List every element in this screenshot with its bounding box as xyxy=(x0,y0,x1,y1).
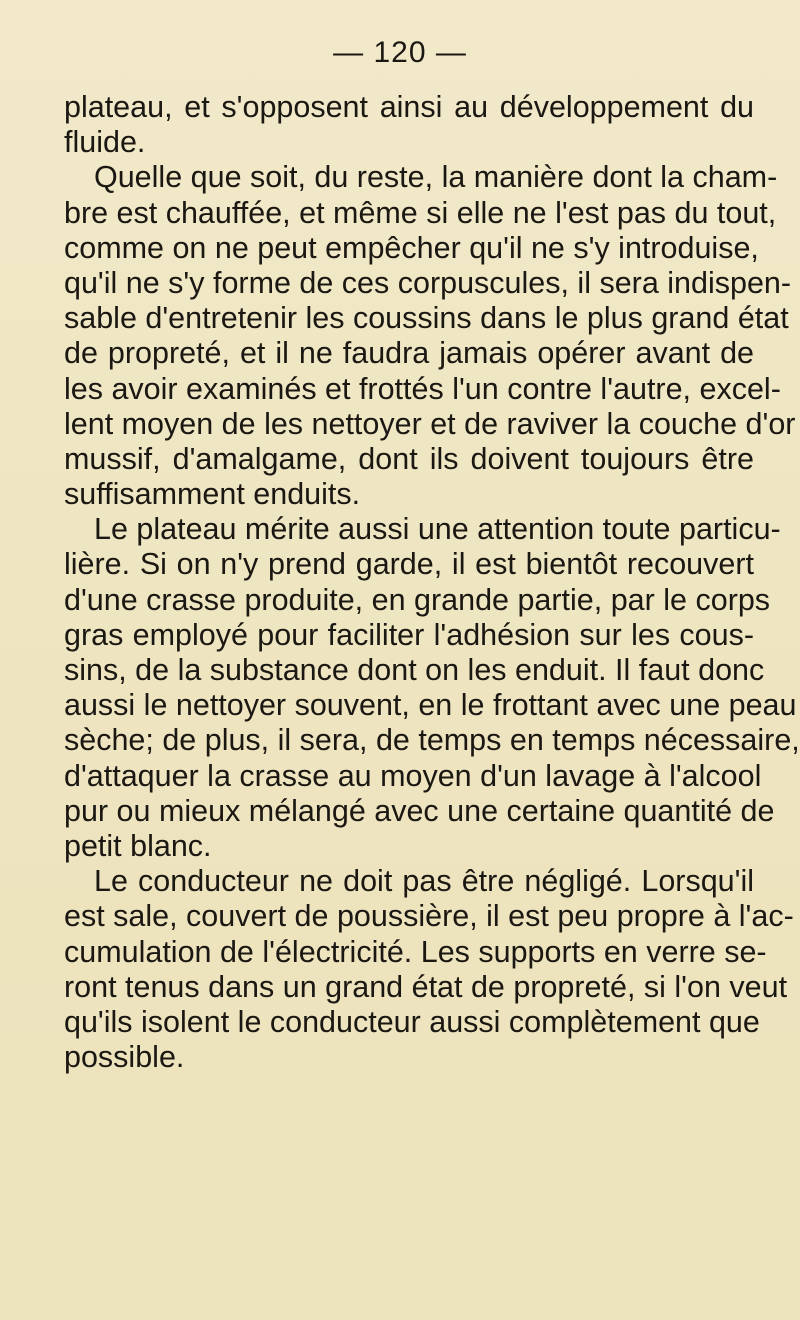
text-line: comme on ne peut empêcher qu'il ne s'y introduise, xyxy=(64,230,759,265)
text-line: suffisamment enduits. xyxy=(64,477,361,512)
text-line: plateau, et s'opposent ainsi au développement du xyxy=(64,90,754,124)
text-line: Quelle que soit, du reste, la manière dont la cham- xyxy=(94,160,778,195)
body-text xyxy=(64,90,800,1075)
text-line: possible. xyxy=(64,1040,185,1075)
text-line: cumulation de l'électricité. Les supports en verre se- xyxy=(64,934,767,969)
text-line: de propreté, et il ne faudra jamais opérer avant de xyxy=(64,336,754,371)
text-line: ront tenus dans un grand état de propreté, si l'on veut xyxy=(64,969,788,1004)
text-line: est sale, couvert de poussière, il est peu propre à l'ac- xyxy=(64,899,794,934)
text-line: qu'il ne s'y forme de ces corpuscules, il sera indispen- xyxy=(64,265,792,300)
page-number: — 120 — xyxy=(333,36,467,69)
text-line: bre est chauffée, et même si elle ne l'est pas du tout, xyxy=(64,195,777,230)
text-line: d'attaquer la crasse au moyen d'un lavage à l'alcool xyxy=(64,758,762,793)
text-line: petit blanc. xyxy=(64,828,212,863)
text-line: Le conducteur ne doit pas être négligé. Lorsqu'il xyxy=(94,864,754,899)
text-line: les avoir examinés et frottés l'un contre l'autre, excel- xyxy=(64,371,781,406)
text-line: pur ou mieux mélangé avec une certaine quantité de xyxy=(64,793,775,828)
text-line: lent moyen de les nettoyer et de raviver la couche d'or xyxy=(64,406,796,441)
text-line: sins, de la substance dont on les enduit. Il faut donc xyxy=(64,653,765,687)
text-line: Le plateau mérite aussi une attention toute particu- xyxy=(94,512,781,547)
text-line: gras employé pour faciliter l'adhésion sur les cous- xyxy=(64,617,754,652)
text-line: d'une crasse produite, en grande partie, par le corps xyxy=(64,582,771,617)
text-line: sèche; de plus, il sera, de temps en temps nécessaire, xyxy=(64,723,800,758)
text-line: mussif, d'amalgame, dont ils doivent toujours être xyxy=(64,441,754,476)
text-line: fluide. xyxy=(64,125,146,160)
text-line: qu'ils isolent le conducteur aussi complètement que xyxy=(64,1004,760,1039)
text-line: sable d'entretenir les coussins dans le plus grand état xyxy=(64,301,789,336)
text-line: lière. Si on n'y prend garde, il est bientôt recouvert xyxy=(64,547,754,582)
text-line: aussi le nettoyer souvent, en le frottant avec une peau xyxy=(64,688,797,723)
